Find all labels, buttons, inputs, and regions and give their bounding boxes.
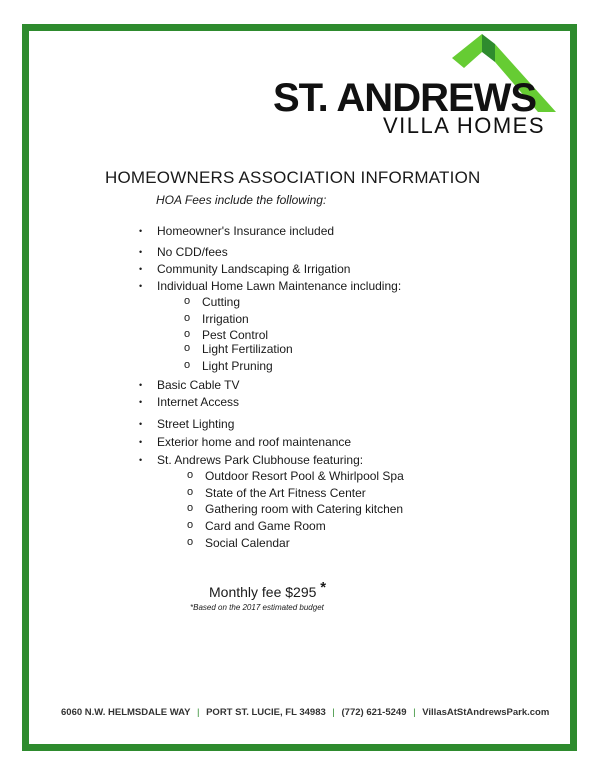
logo-brand: ST. ANDREWS: [273, 76, 537, 120]
budget-note: *Based on the 2017 estimated budget: [190, 603, 324, 612]
sub-bullet-icon: o: [187, 519, 194, 531]
page-title: HOMEOWNERS ASSOCIATION INFORMATION: [105, 168, 481, 187]
bullet-icon: •: [139, 380, 143, 390]
footer-website[interactable]: VillasAtStAndrewsPark.com: [422, 707, 550, 718]
list-item: Street Lighting: [157, 417, 235, 431]
sub-bullet-icon: o: [187, 502, 194, 514]
logo-subtitle: VILLA HOMES: [383, 113, 546, 138]
sub-bullet-icon: o: [184, 359, 191, 371]
bullet-icon: •: [139, 226, 143, 236]
footer-separator: |: [413, 707, 416, 718]
sub-list-item: Gathering room with Catering kitchen: [205, 502, 404, 516]
bullet-icon: •: [139, 455, 143, 465]
bullet-icon: •: [139, 419, 143, 429]
sub-list-item: Pest Control: [202, 328, 269, 342]
bullet-icon: •: [139, 264, 143, 274]
bullet-icon: •: [139, 281, 143, 291]
sub-bullet-icon: o: [184, 342, 191, 354]
sub-bullet-icon: o: [184, 295, 191, 307]
sub-list-item: Cutting: [202, 295, 241, 309]
sub-list-item: Light Pruning: [202, 359, 273, 373]
list-item: Homeowner's Insurance included: [157, 224, 335, 238]
sub-bullet-icon: o: [184, 328, 191, 340]
sub-bullet-icon: o: [184, 312, 191, 324]
footer-phone: (772) 621-5249: [341, 707, 407, 718]
list-item: Internet Access: [157, 395, 240, 409]
sub-bullet-icon: o: [187, 469, 194, 481]
footer: [61, 707, 549, 718]
list-item: Exterior home and roof maintenance: [157, 435, 352, 449]
sub-bullet-icon: o: [187, 486, 194, 498]
bullet-icon: •: [139, 247, 143, 257]
sub-list-item: Social Calendar: [205, 536, 290, 550]
list-item: Individual Home Lawn Maintenance including:: [157, 279, 402, 293]
bullet-icon: •: [139, 437, 143, 447]
footer-address: 6060 N.W. HELMSDALE WAY: [61, 707, 191, 718]
monthly-fee: [209, 579, 327, 601]
sub-bullet-icon: o: [187, 536, 194, 548]
footer-separator: |: [196, 707, 200, 718]
sub-list-item: Outdoor Resort Pool & Whirlpool Spa: [205, 469, 404, 483]
list-item: No CDD/fees: [157, 245, 228, 259]
footer-separator: |: [332, 707, 335, 718]
sub-list-item: State of the Art Fitness Center: [205, 486, 366, 500]
logo: [0, 0, 593, 150]
list-item: Basic Cable TV: [157, 378, 240, 392]
sub-list-item: Card and Game Room: [205, 519, 326, 533]
list-item: St. Andrews Park Clubhouse featuring:: [157, 453, 364, 467]
sub-list-item: Irrigation: [202, 312, 249, 326]
footer-city: PORT ST. LUCIE, FL 34983: [206, 707, 326, 718]
monthly-fee-label: Monthly fee $295: [209, 584, 317, 600]
monthly-fee-star: *: [320, 579, 327, 596]
list-item: Community Landscaping & Irrigation: [157, 262, 351, 276]
bullet-icon: •: [139, 397, 143, 407]
sub-list-item: Light Fertilization: [202, 342, 293, 356]
page-subtitle: HOA Fees include the following:: [156, 193, 327, 207]
